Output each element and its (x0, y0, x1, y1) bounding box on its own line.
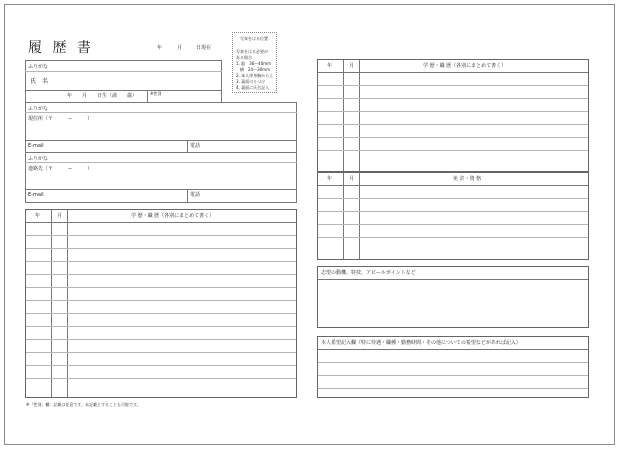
requests-box (317, 336, 589, 398)
addr2-label: 連絡先（〒 − ） (28, 166, 93, 172)
name-block-right (221, 60, 222, 103)
lic-col-month: 月 (349, 176, 355, 182)
photo-note-3: 1. 縦 36〜40mm (236, 61, 272, 66)
contact-address-field[interactable] (26, 163, 296, 189)
date-year-label: 年 (157, 45, 163, 51)
photo-heading: 写真をはる位置 (240, 36, 268, 41)
name-label: 氏 名 (30, 78, 49, 85)
left-col-year: 年 (35, 213, 41, 219)
motivation-heading: 志望の動機、特技、アピールポイントなど (321, 270, 416, 276)
left-col-month: 月 (57, 213, 63, 219)
requests-heading: 本人希望記入欄（特に待遇・職種・勤務時間・その他についての希望などがあれば記入） (321, 340, 521, 346)
current-phone-field[interactable] (188, 141, 296, 152)
right-col-month: 月 (349, 63, 355, 69)
addr1-right (296, 102, 297, 153)
addr2-right (296, 152, 297, 203)
name-furigana-label: ふりがな (28, 64, 49, 70)
right-col-divider-1 (343, 60, 344, 171)
photo-note-7: 4. 裏面に氏名記入 (236, 85, 270, 90)
name-block-top (25, 60, 222, 61)
addr1-furigana-label: ふりがな (28, 106, 49, 112)
lic-col-year: 年 (327, 176, 333, 182)
photo-note-4: 横 24〜30mm (236, 67, 270, 72)
addr1-email-label: E-mail (28, 143, 44, 149)
addr2-furigana-label: ふりがな (28, 156, 49, 162)
addr2-bottom (25, 202, 297, 203)
motivation-box (317, 266, 589, 328)
licenses-entries[interactable] (360, 186, 588, 259)
right-history-entries[interactable] (360, 73, 588, 171)
addr1-phone-label: 電話 (190, 143, 201, 149)
gender-label: ※性別 (150, 91, 162, 96)
licenses-table (317, 172, 589, 260)
date-month-label: 月 (177, 45, 183, 51)
left-history-heading: 学 歴・職 歴（各別にまとめて書く） (131, 213, 215, 219)
addr2-phone-label: 電話 (190, 192, 201, 198)
page-title: 履 歴 書 (28, 40, 94, 56)
left-col-divider-1 (51, 210, 52, 397)
birth-divider (25, 102, 297, 103)
addr1-bottom (25, 152, 297, 153)
right-history-heading: 学 歴・職 歴（各別にまとめて書く） (423, 63, 507, 69)
photo-note-1: 写真をはる必要が (236, 49, 268, 54)
current-address-field[interactable] (26, 113, 296, 140)
photo-note-2: ある場合 (236, 55, 252, 60)
photo-note-5: 2. 本人単身胸から上 (236, 73, 274, 78)
addr2-email-label: E-mail (28, 192, 44, 198)
left-history-table (25, 209, 297, 398)
contact-phone-field[interactable] (188, 190, 296, 202)
photo-note-6: 3. 裏面のりづけ (236, 79, 266, 84)
addr1-label: 現住所（〒 − ） (28, 116, 93, 122)
date-current-label: 日現在 (196, 45, 212, 51)
licenses-heading: 免 許・資 格 (453, 176, 482, 182)
motivation-field[interactable] (318, 280, 588, 327)
requests-field[interactable] (318, 350, 588, 397)
gender-divider (147, 90, 148, 102)
right-history-table (317, 59, 589, 172)
current-email-field[interactable] (26, 141, 187, 152)
left-history-entries[interactable] (68, 223, 296, 397)
name-divider (25, 90, 222, 91)
name-field[interactable] (26, 72, 221, 90)
right-col-year: 年 (327, 63, 333, 69)
contact-email-field[interactable] (26, 190, 187, 202)
footnote: ※「性別」欄：記載は任意です。未記載とすることも可能です。 (26, 402, 141, 407)
birth-date-label: 年 月 日生（満 歳） (67, 93, 138, 99)
